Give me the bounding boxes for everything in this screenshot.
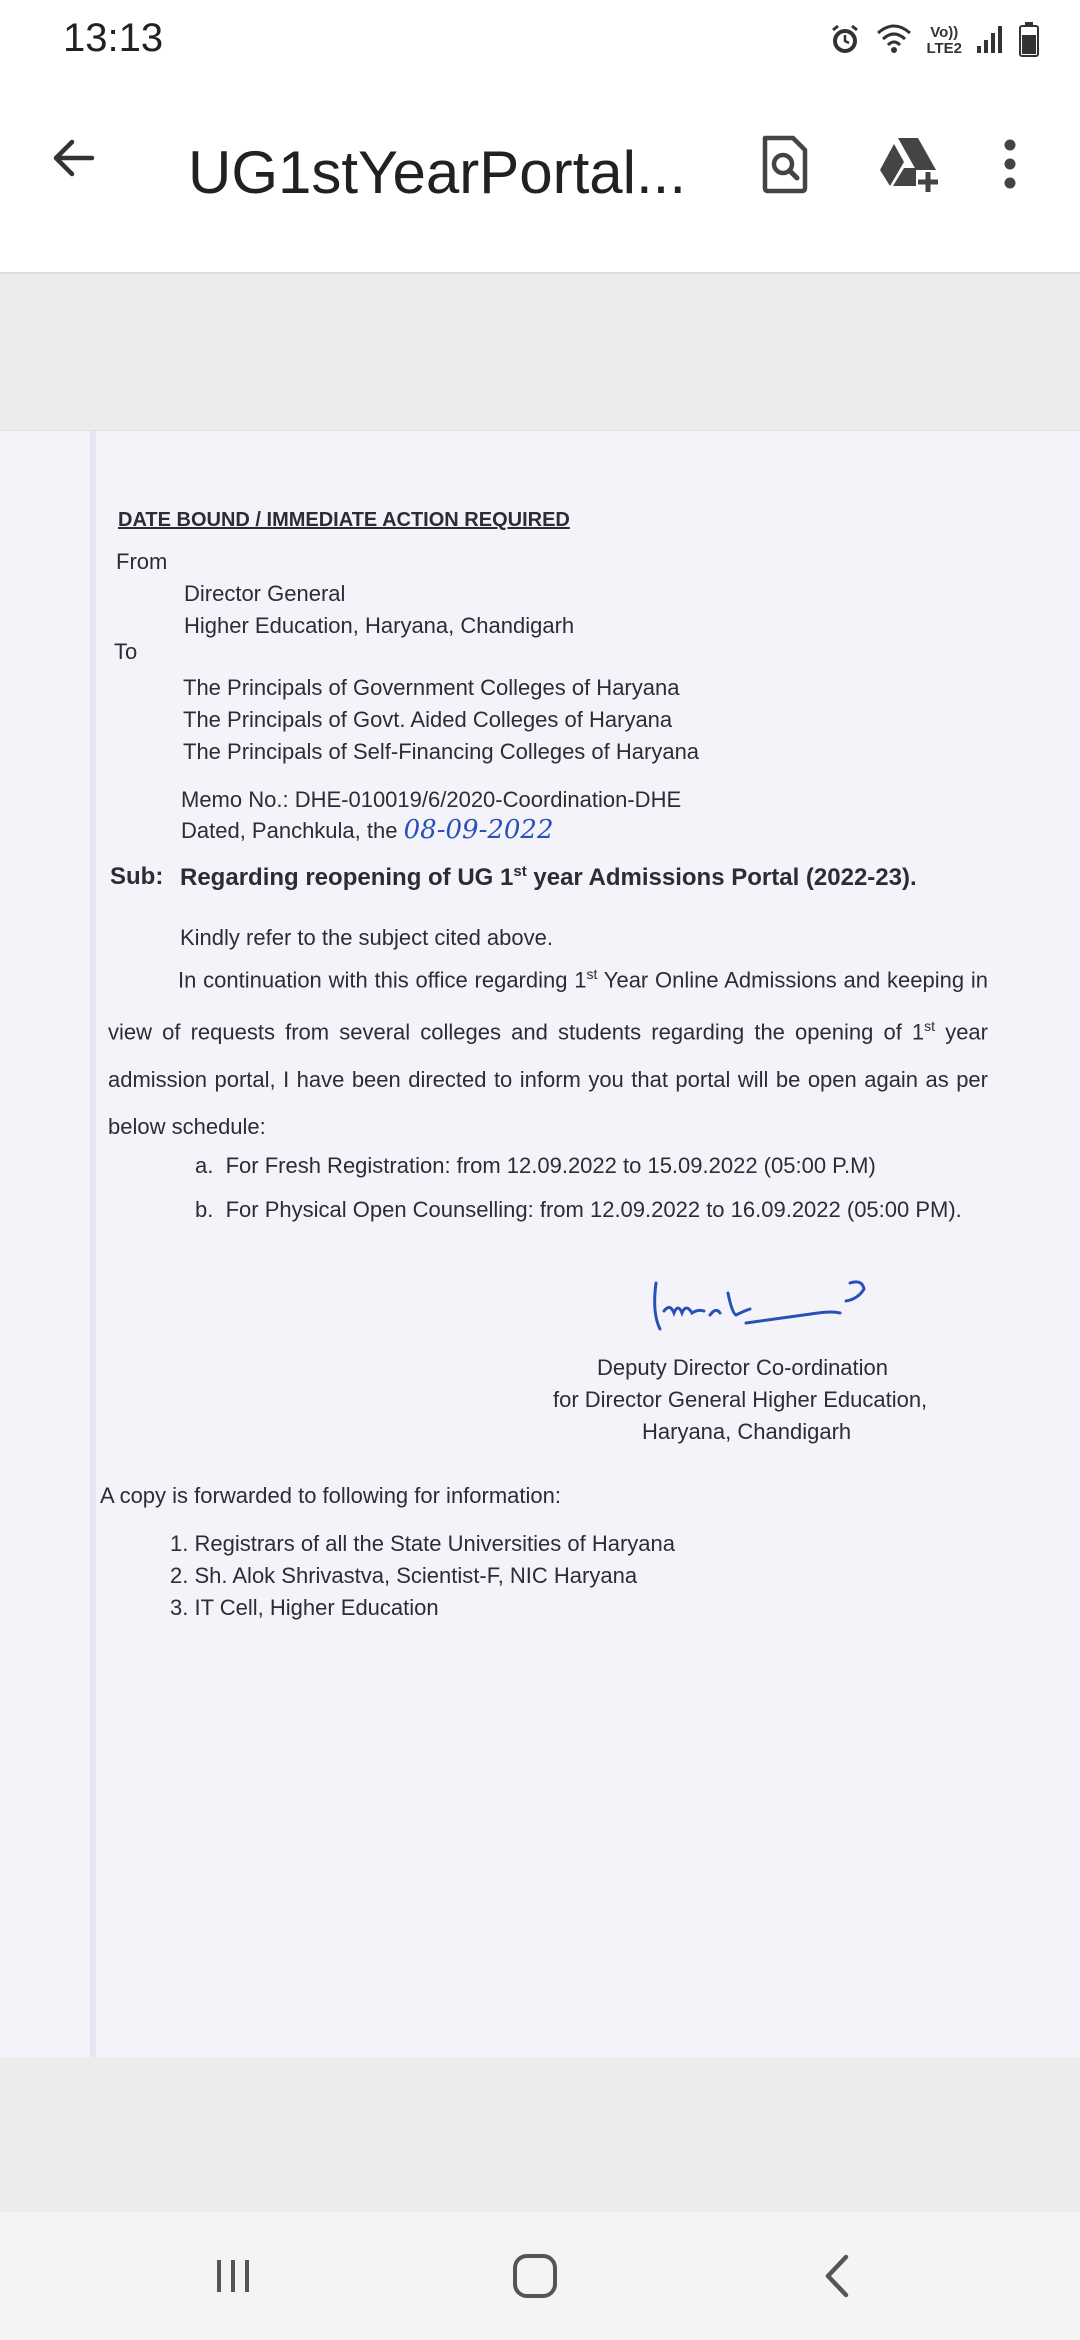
from-line-1: Director General [184, 581, 346, 606]
home-icon [512, 2253, 558, 2299]
copy-item-2: 2. Sh. Alok Shrivastva, Scientist-F, NIC Haryana [170, 1563, 638, 1588]
app-bar [0, 80, 1080, 274]
subject-sup: st [513, 863, 527, 880]
para-sup-1: st [586, 966, 598, 982]
schedule-text-a: For Fresh Registration: from 12.09.2022 to 15.09.2022 (05:00 P.M) [225, 1153, 876, 1178]
dated-prefix: Dated, Panchkula, the [181, 818, 398, 843]
add-to-drive-icon [878, 136, 942, 192]
alarm-icon [828, 22, 862, 61]
body-paragraph [108, 951, 988, 1150]
network-label-line2: LTE2 [926, 40, 962, 57]
dated-line [181, 815, 554, 845]
schedule-item-a [195, 1153, 876, 1179]
signature-line-1: Deputy Director Co-ordination [597, 1355, 889, 1380]
schedule-marker-b: b. [195, 1197, 214, 1222]
to-line-1: The Principals of Government Colleges of Haryana [183, 675, 680, 700]
navigation-bar [0, 2212, 1080, 2340]
signature-line-2: for Director General Higher Education, [553, 1387, 928, 1412]
back-button[interactable] [40, 124, 108, 192]
document-header: DATE BOUND / IMMEDIATE ACTION REQUIRED [118, 509, 570, 531]
handwritten-date: 08-09-2022 [403, 815, 554, 845]
recent-apps-icon [213, 2256, 253, 2296]
to-label: To [114, 639, 138, 664]
back-arrow-icon [50, 134, 98, 182]
from-line-2: Higher Education, Haryana, Chandigarh [184, 613, 575, 638]
network-label-line1: Vo)) [930, 24, 959, 41]
signal-icon [976, 24, 1004, 59]
subject-part-1: Regarding reopening of UG 1 [180, 864, 514, 891]
status-time: 13:13 [63, 16, 164, 60]
to-line-2: The Principals of Govt. Aided Colleges of Haryana [183, 707, 673, 732]
nav-back-button[interactable] [797, 2236, 877, 2316]
schedule-text-b: For Physical Open Counselling: from 12.09.2022 to 16.09.2022 (05:00 PM). [225, 1197, 962, 1222]
para-part-3: year admission portal, I have been directed to inform you that portal will be open again as per below schedule: [108, 1019, 988, 1139]
signature-image [650, 1273, 880, 1343]
refer-line: Kindly refer to the subject cited above. [180, 925, 553, 950]
schedule-marker-a: a. [195, 1153, 214, 1178]
status-bar [0, 0, 1080, 80]
recent-apps-button[interactable] [193, 2236, 273, 2316]
para-sup-2: st [924, 1018, 936, 1035]
find-in-page-button[interactable] [745, 124, 825, 204]
subject-part-2: year Admissions Portal (2022-23). [526, 864, 917, 891]
back-icon [822, 2253, 852, 2299]
para-part-1: In continuation with this office regarding 1 [178, 967, 587, 993]
subject-label: Sub: [110, 863, 164, 890]
copy-item-1: 1. Registrars of all the State Universities of Haryana [170, 1531, 676, 1556]
para-part-2: Year Online Admissions and keeping in view of requests from several colleges and students regarding the opening of 1 [108, 967, 988, 1045]
copy-heading: A copy is forwarded to following for information: [100, 1483, 562, 1508]
document-title: UG1stYearPortal... [188, 139, 687, 206]
viewer-gap [0, 274, 1080, 426]
find-in-page-icon [759, 134, 811, 194]
more-options-button[interactable] [982, 124, 1038, 204]
signature-line-3: Haryana, Chandigarh [642, 1419, 852, 1444]
memo-line: Memo No.: DHE-010019/6/2020-Coordination-DHE [181, 787, 682, 812]
to-line-3: The Principals of Self-Financing Colleges of Haryana [183, 739, 700, 764]
home-button[interactable] [495, 2236, 575, 2316]
battery-icon [1018, 21, 1040, 62]
from-label: From [116, 549, 168, 574]
wifi-icon [876, 23, 912, 60]
subject-text [180, 863, 917, 892]
network-type-label [926, 25, 962, 57]
document-page[interactable] [0, 430, 1080, 2057]
schedule-item-b [195, 1197, 962, 1223]
copy-item-3: 3. IT Cell, Higher Education [170, 1595, 439, 1620]
add-to-drive-button[interactable] [870, 124, 950, 204]
status-icons [828, 18, 1040, 64]
more-vert-icon [1002, 138, 1018, 190]
